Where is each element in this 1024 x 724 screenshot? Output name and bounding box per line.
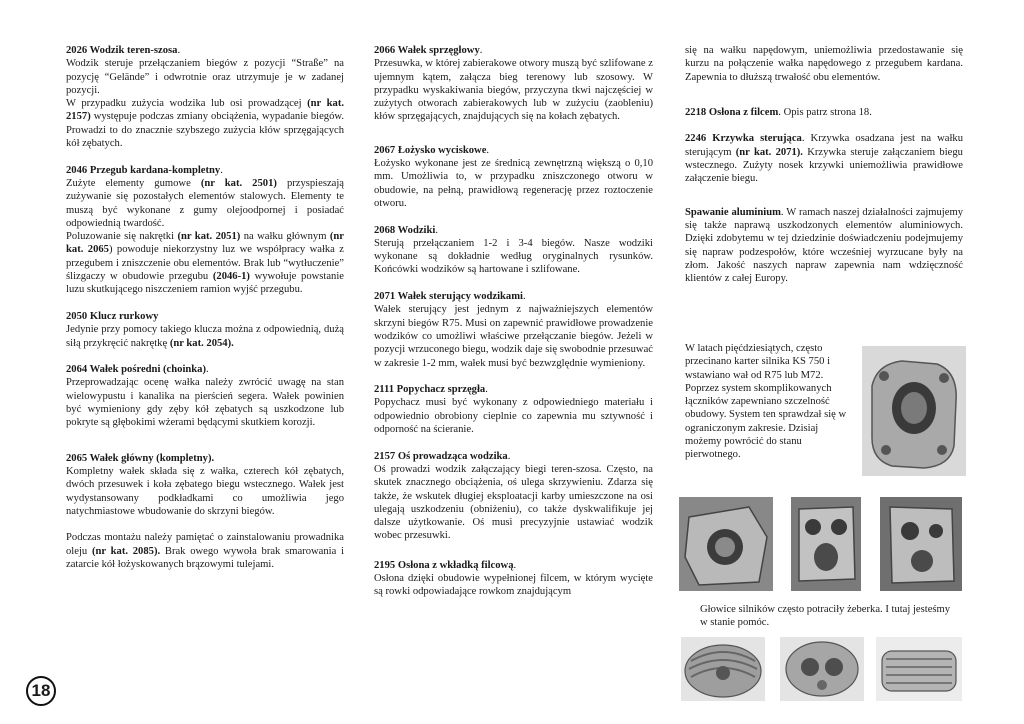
housing-photo xyxy=(679,497,773,591)
page-number: 18 xyxy=(26,676,56,706)
section-title: 2067 Łożysko wyciskowe xyxy=(374,144,487,156)
paragraph: Zużyte elementy gumowe (nr kat. 2501) przyspieszają zużywanie się pozostałych elementów stalowych. Elementy te muszą być wykonane z gumy olejoodpornej i posiadać odpowiednią twardość. xyxy=(66,177,344,229)
paragraph: Spawanie aluminium. W ramach naszej działalności zajmujemy się także naprawą uszkodzonych elementów aluminiowych. Dzięki zdobytemu w tej dziedzinie doświadczeniu podejmujemy się napraw podzespołów, które wcześniej wyrzucane były na złom. Jakość naszych napraw zapewnia nam wdzięczność klientów z całej Europy. xyxy=(685,206,963,285)
section-title: 2065 Wałek główny (kompletny). xyxy=(66,452,215,464)
section-title: 2111 Popychacz sprzęgła xyxy=(374,384,486,396)
section-title: Spawanie aluminium xyxy=(685,206,781,218)
paragraph: 2246 Krzywka sterująca. Krzywka osadzana jest na wałku sterującym (nr kat. 2071). Krzywka steruje załączaniem biegu wstecznego. Zużyty nosek krzywki uniemożliwia prawidłowe załączenie biegu. xyxy=(685,133,963,185)
paragraph: Osłona dzięki obudowie wypełnionej filcem, w którym wycięte są rowki odpowiadające rowkom znajdującym xyxy=(374,572,653,598)
paragraph: Popychacz musi być wykonany z odpowiedniego materiału i odpowiednio obrobiony cieplnie co zapewnia mu sztywność i odporność na ścieranie. xyxy=(374,397,653,436)
section-2046: 2046 Przegub kardana-kompletny. Zużyte elementy gumowe (nr kat. 2501) przyspieszają zużywanie się pozostałych elementów stalowych. Elementy te muszą być wykonane z gumy olejoodpornej i posiadać odpowiednią twardość. Poluzowanie się nakrętki (nr kat. 2051) na wałku głównym (nr kat. 2065) powoduje niekorzystny luz we współpracy wałka z przegubem i zniszczenie obu elementów. Brak lub “wytłuczenie” ślizgaczy w obudowie przegubu (2046-1) wywołuje powstanie luzu skutkującego niszczeniem ramion wyjść przegubu. xyxy=(66,164,344,296)
column-3 xyxy=(685,44,963,299)
paragraph: Jedynie przy pomocy takiego klucza można z odpowiednią, dużą siłą przykręcić nakrętkę (nr kat. 2054). xyxy=(66,324,344,349)
section-2050 xyxy=(66,310,344,350)
paragraph: Łożysko wykonane jest ze średnicą zewnętrzną większą o 0,10 mm. Umożliwia to, w przypadku zniszczonego otworu w obudowie, na pełną, prawidłową regenerację przez roztoczenie otworu. xyxy=(374,158,653,209)
section-title: 2064 Wałek pośredni (choinka) xyxy=(66,364,207,376)
section-title: 2157 Oś prowadząca wodzika xyxy=(374,450,508,462)
paragraph: Kompletny wałek składa się z wałka, czterech kół zębatych, dwóch przesuwek i koła zębatego biegu wstecznego. Wałek jest wydystansowany podkładkami co umożliwia jego natychmiastowe wbudowanie do skrzyni biegów. xyxy=(66,465,344,517)
cylinder-head-photo xyxy=(876,637,962,701)
section-title: 2071 Wałek sterujący wodzikami xyxy=(374,291,523,303)
paragraph: Przesuwka, w której zabierakowe otwory muszą być szlifowane z ujemnym kątem, załącza bieg terenowy lub szosowy. W przypadku wyskakiwania biegów, przyczyna tkwi najczęściej w zużytych otworach zabierakowych lub w zużyciu (zaobleniu) kłów sprzęgających, znajdujących się na kołach zębatych. xyxy=(374,58,653,123)
paragraph: Wałek sterujący jest jednym z najważniejszych elementów skrzyni biegów R75. Musi on zapewnić prawidłowe prowadzenie wodzików co umożliwi właściwe przełączanie biegów. Jeżeli w pozycji wrzuconego biegu, wodzik daje się swobodnie przesuwać w zakresie 1-2 mm, wałek musi być bezwzględnie wymieniony. xyxy=(374,304,653,369)
section-2157: 2157 Oś prowadząca wodzika. Oś prowadzi wodzik załączający biegi teren-szosa. Często, na skutek znacznego obciążenia, oś ulega skrzywieniu. Zdarza się także, że wskutek długiej eksploatacji karby umieszczone na osi ulegają uszkodzeniu (obniżeniu), co także dyskwalifikuje jej dalsze użytkowanie. Oś musi precyzyjnie ustawiać wodzik wobec przesuwki. xyxy=(374,450,653,542)
section-title: 2066 Wałek sprzęgłowy xyxy=(374,45,480,56)
paragraph: W przypadku zużycia wodzika lub osi prowadzącej (nr kat. 2157) występuje podczas zmiany obciążenia, wypadanie biegów. Prowadzi to do znacznie szybszego zużycia kłów sprzęgających kół zębatych. xyxy=(66,98,344,150)
section-2064: 2064 Wałek pośredni (choinka). Przeprowadzając ocenę wałka należy zwrócić uwagę na stan wielowypustu i kanalika na pierścień segera. Wałek powinien być wymieniony gdy zęby kół zębatych są uszkodzone lub pokryte są głębokimi wżerami będącymi skutkiem korozji. xyxy=(66,364,344,429)
paragraph: Sterują przełączaniem 1-2 i 3-4 biegów. Nasze wodziki wykonane są dokładnie według oryginalnych rysunków. Końcówki wodzików są hartowane i szlifowane. xyxy=(374,237,653,276)
paragraph: Przeprowadzając ocenę wałka należy zwrócić uwagę na stan wielowypustu i kanalika na pierścień segera. Wałek powinien być wymieniony gdy zęby kół zębatych są uszkodzone lub pokryte są głębokimi wżerami będącymi skutkiem korozji. xyxy=(66,377,344,429)
column-2 xyxy=(374,44,653,612)
section-2026: 2026 Wodzik teren-szosa. Wodzik steruje przełączaniem biegów z pozycji “Straße” na pozycję “Gelände” i odwrotnie oraz utrzymuje je w zadanej pozycji. W przypadku zużycia wodzika lub osi prowadzącej (nr kat. 2157) występuje podczas zmiany obciążenia, wypadanie biegów. Prowadzi to do znacznie szybszego zużycia kłów sprzęgających kół zębatych. xyxy=(66,45,344,150)
section-2195: 2195 Osłona z wkładką filcową. Osłona dzięki obudowie wypełnionej filcem, w którym wycięte są rowki odpowiadające rowkom znajdującym xyxy=(374,559,653,598)
paragraph: 2218 Osłona z filcem. Opis patrz strona 18. xyxy=(685,106,872,118)
paragraph: Podczas montażu należy pamiętać o zainstalowaniu prowadnika oleju (nr kat. 2085). Brak owego wywoła brak smarowania i zatarcie kół łożyskowanych brązowymi tulejami. xyxy=(66,532,344,570)
housing-photo xyxy=(791,497,861,591)
section-title: 2195 Osłona z wkładką filcową xyxy=(374,559,514,571)
column-1 xyxy=(66,44,344,585)
section-title: 2046 Przegub kardana-kompletny xyxy=(66,164,221,176)
photo-description: W latach pięćdziesiątych, często przecinano karter silnika KS 750 i wstawiano wał od R75 lub M72. Poprzez system skomplikowanych łączników zapewniano szczelność obudowy. System ten sprawdzał się w ograniczonym zakresie. Dzisiaj możemy powrócić do stanu pierwotnego. xyxy=(685,343,847,461)
housing-photo xyxy=(880,497,962,591)
section-2066: 2066 Wałek sprzęgłowy. Przesuwka, w której zabierakowe otwory muszą być szlifowane z ujemnym kątem, załącza bieg terenowy lub szosowy. W przypadku wyskakiwania biegów, przyczyna tkwi najczęściej w zużytych otworach zabierakowych lub w zużyciu (zaobleniu) kłów sprzęgających, znajdujących się na kołach zębatych. xyxy=(374,45,653,123)
paragraph: się na wałku napędowym, uniemożliwia przedostawanie się kurzu na połączenie wałka napędowego z przegubem kardana. Zapewnia to dłuższą trwałość obu elementów. xyxy=(685,45,963,83)
section-2246 xyxy=(685,132,963,185)
cylinder-head-photo xyxy=(681,637,765,701)
paragraph: Poluzowanie się nakrętki (nr kat. 2051) na wałku głównym (nr kat. 2065) powoduje niekorzystny luz we współpracy wałka z przegubem i zniszczenie obu elementów. Brak lub “wytłuczenie” ślizgaczy w obudowie przegubu (2046-1) wywołuje powstanie luzu skutkującego niszczeniem ramion wyjść przegubu. xyxy=(66,231,344,296)
section-2067: 2067 Łożysko wyciskowe. Łożysko wykonane jest ze średnicą zewnętrzną większą o 0,10 mm. Umożliwia to, w przypadku zniszczonego otworu w obudowie, na pełną, prawidłową regenerację przez roztoczenie otworu. xyxy=(374,144,653,209)
cylinder-head-photo xyxy=(780,637,864,701)
section-2065 xyxy=(66,452,344,572)
section-2068: 2068 Wodziki. Sterują przełączaniem 1-2 i 3-4 biegów. Nasze wodziki wykonane są dokładnie według oryginalnych rysunków. Końcówki wodzików są hartowane i szlifowane. xyxy=(374,224,653,276)
section-title: 2246 Krzywka sterująca xyxy=(685,133,802,145)
section-title: 2218 Osłona z filcem xyxy=(685,106,779,118)
section-2071: 2071 Wałek sterujący wodzikami. Wałek sterujący jest jednym z najważniejszych elementów skrzyni biegów R75. Musi on zapewnić prawidłowe prowadzenie wodzików co umożliwi właściwe przełączanie biegów. Jeżeli w pozycji wrzuconego biegu, wodzik daje się swobodnie przesuwać w zakresie 1-2 mm, wałek musi być bezwzględnie wymieniony. xyxy=(374,291,653,369)
paragraph: Oś prowadzi wodzik załączający biegi teren-szosa. Często, na skutek znacznego obciążenia, oś ulega skrzywieniu. Zdarza się także, że wskutek długiej eksploatacji karby umieszczone na osi ulegają uszkodzeniu (obniżeniu), co także dyskwalifikuje jej dalsze użytkowanie. Oś musi precyzyjnie ustawiać wodzik wobec przesuwki. xyxy=(374,463,653,542)
section-title: 2026 Wodzik teren-szosa xyxy=(66,45,178,56)
crankcase-photo xyxy=(862,346,966,476)
section-title: 2068 Wodziki xyxy=(374,224,436,236)
cylinder-heads-caption: Głowice silników często potraciły żeberka. I tutaj jesteśmy w stanie pomóc. xyxy=(700,604,951,629)
section-2195-continued xyxy=(685,44,963,84)
paragraph: Wodzik steruje przełączaniem biegów z pozycji “Straße” na pozycję “Gelände” i odwrotnie oraz utrzymuje je w zadanej pozycji. xyxy=(66,58,344,96)
section-2218 xyxy=(685,106,963,119)
section-2111: 2111 Popychacz sprzęgła. Popychacz musi być wykonany z odpowiedniego materiału i odpowiednio obrobiony cieplnie co zapewnia mu sztywność i odporność na ścieranie. xyxy=(374,384,653,436)
section-aluminium-welding xyxy=(685,206,963,286)
section-title: 2050 Klucz rurkowy xyxy=(66,310,159,322)
